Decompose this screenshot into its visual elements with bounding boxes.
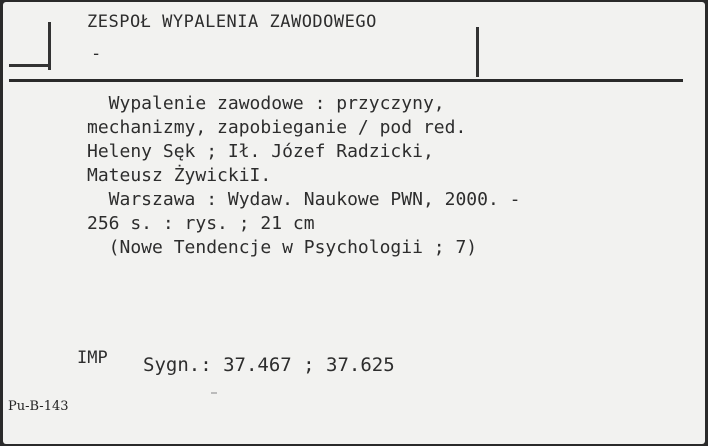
description-line: Mateusz ŻywickiI. <box>87 165 272 186</box>
bibliographic-description <box>87 92 520 260</box>
description-line: Warszawa : Wydaw. Naukowe PWN, 2000. - <box>87 189 521 210</box>
description-line: 256 s. : rys. ; 21 cm <box>87 213 315 234</box>
description-line: Wypalenie zawodowe : przyczyny, <box>87 93 445 114</box>
corner-vertical-line <box>48 22 51 70</box>
catalog-card <box>3 2 705 444</box>
description-line: (Nowe Tendencje w Psychologii ; 7) <box>87 237 478 258</box>
call-number: Sygn.: 37.467 ; 37.625 <box>143 354 395 376</box>
subject-heading: ZESPOŁ WYPALENIA ZAWODOWEGO <box>87 12 377 32</box>
description-line: Heleny Sęk ; Ił. Józef Radzicki, <box>87 141 434 162</box>
imp-label: IMP <box>77 348 108 368</box>
header-divider-line <box>476 27 479 77</box>
corner-horizontal-line <box>9 64 51 67</box>
faint-mark <box>211 392 217 394</box>
subject-subheading: - <box>91 44 102 64</box>
card-code-stamp: Pu-B-143 <box>8 399 69 414</box>
description-line: mechanizmy, zapobieganie / pod red. <box>87 117 467 138</box>
header-rule <box>9 79 683 82</box>
